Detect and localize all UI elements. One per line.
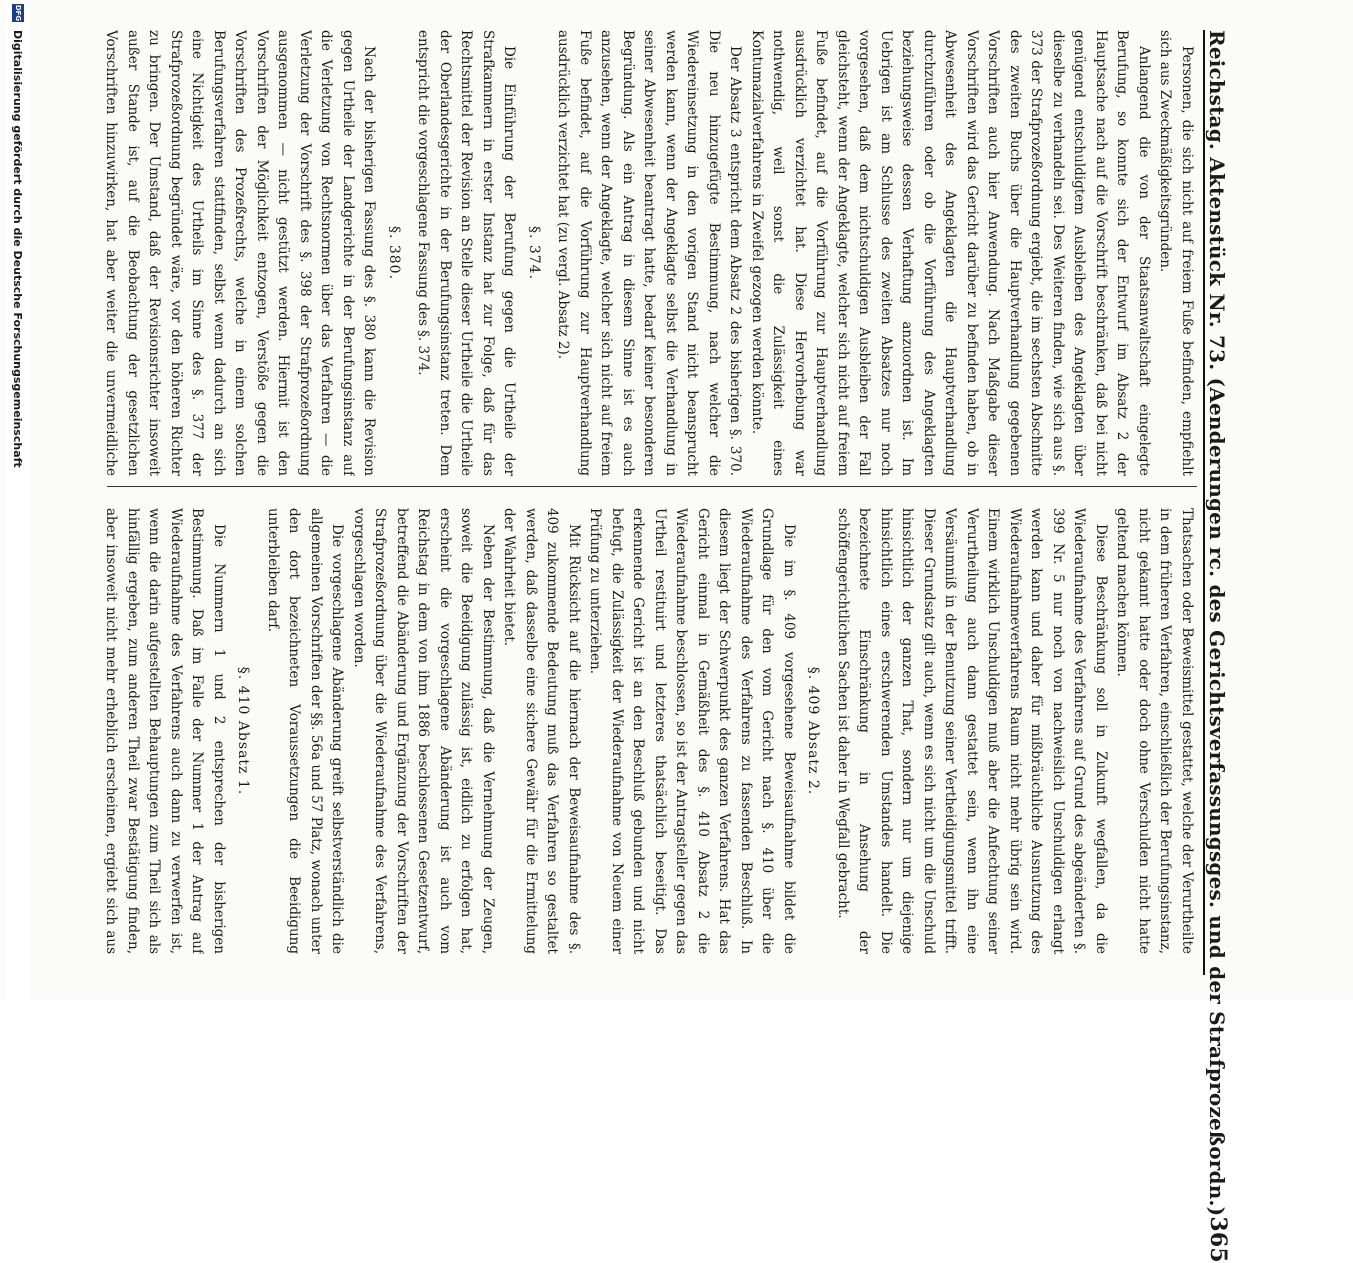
header-title: Reichstag. Aktenstück Nr. 73. (Aenderungen rc. des Gerichtsverfassungsges. und der Strafprozeßordn.) <box>1205 30 1229 1217</box>
left-column <box>97 30 1197 476</box>
paragraph: Anlangend die von der Staatsanwaltschaft eingelegte Berufung, so konnte sich der Entwurf im Absatz 2 der Hauptsache nach auf die Vorschrift beschränken, daß bei nicht genügend entschuldigtem Ausbleiben des Angeklagten über dieselbe zu verhandeln sei. Des Weiteren finden, wie sich aus §. 373 der Strafprozeßordnung ergiebt, die im sechsten Abschnitte des zweiten Buchs über die Hauptverhandlung gegebenen Vorschriften auch hier Anwendung. Nach Maßgabe dieser Vorschriften wird das Gericht darüber zu befinden haben, ob in Abwesenheit des Angeklagten die Hauptverhandlung durchzuführen oder ob die Vorführung des Angeklagten beziehungsweise dessen Verhaftung anzuordnen ist. Im Uebrigen ist am Schlusse des zweiten Absatzes nur noch vorgesehen, daß dem nichtschuldigen Ausbleiben der Fall gleichsteht, wenn der Angeklagte, welcher sich nicht auf freiem Fuße befindet, auf die Vorführung zur Hauptverhandlung ausdrücklich verzichtet hat. Diese Hervorhebung war nothwendig, weil sonst die Zulässigkeit eines Kontumazialverfahrens in Zweifel gezogen werden könnte. <box>749 30 1152 476</box>
paragraph: Neben der Bestimmung, daß die Vernehmung der Zeugen, soweit die Beeidigung zulässig ist, eidlich zu erfolgen hat, erscheint die vorgeschlagene Abänderung ist auch vom Reichstag in dem von ihm 1886 beschlossenen Gesetzentwurf, betreffend die Abänderung und Ergänzung der Vorschriften der Strafprozeßordnung über die Wiederaufnahme des Verfahrens, vorgeschlagen worden. <box>351 508 496 954</box>
footer-text: Digitalisierung gefördert durch die Deutsche Forschungsgemeinschaft <box>11 30 25 468</box>
section-heading: §. 374. <box>526 225 542 281</box>
right-column <box>97 508 1197 954</box>
section-heading: §. 409 Absatz 2. <box>805 666 822 796</box>
paragraph: Personen, die sich nicht auf freiem Fuße befinden, empfiehlt sich aus Zweckmäßigkeitsgründen. <box>1157 30 1195 476</box>
section-heading: §. 380. <box>386 225 402 281</box>
running-header <box>1203 30 1257 1263</box>
paragraph: Thatsachen oder Beweismittel gestattet, welche der Verurtheilte in dem früheren Verfahren, einschließlich der Berufungsinstanz, nicht gekannt hatte oder doch ohne Verschulden nicht hatte geltend machen können. <box>1114 508 1195 954</box>
column-divider <box>107 486 1197 487</box>
paragraph: Nach der bisherigen Fassung des §. 380 kann die Revision gegen Urtheile der Landgerichte in der Berufungsinstanz auf die Verletzung von Rechtsnormen über das Verfahren — die Verletzung der Vorschrift des §. 398 der Strafprozeßordnung ausgenommen — nicht gestützt werden. Hiermit ist den Vorschriften der Möglichkeit entzogen, Verstöße gegen die Vorschriften des Prozeßrechts, welche in einem solchen Berufungsverfahren stattfinden, selbst wenn dadurch an sich eine Nichtigkeit des Urtheils im Sinne des §. 377 der Strafprozeßordnung begründet wäre, vor den höheren Richter zu bringen. Der Umstand, daß der Revisionsrichter insoweit außer Stande ist, auf die Beobachtung der gesetzlichen Vorschriften hinzuwirken, hat aber weiter die unvermeidliche <box>103 30 378 476</box>
document-page <box>83 0 1353 1263</box>
paragraph: Mit Rücksicht auf die hiernach der Beweisaufnahme des §. 409 zukommende Bedeutung muß das Verfahren so gestaltet werden, daß dasselbe eine sichere Gewähr für die Ermittelung der Wahrheit bietet. <box>501 508 582 954</box>
page-number: 365 <box>1205 1216 1231 1263</box>
section-heading: §. 410 Absatz 1. <box>235 666 252 796</box>
paragraph: Die Einführung der Berufung gegen die Urtheile der Strafkammern in erster Instanz hat zur Folge, daß für das Rechtsmittel der Revision an Stelle dieser Urtheile die Urtheile der Oberlandesgerichte in der Berufungsinstanz treten. Dem entspricht die vorgeschlagene Fassung des §. 374. <box>415 30 518 476</box>
paragraph: Die Nummern 1 und 2 entsprechen der bisherigen Bestimmung. Daß im Falle der Nummer 1 der Antrag auf Wiederaufnahme des Verfahrens auch dann zu verwerfen ist, wenn die darin aufgestellten Behauptungen zum Theil sich als hinfällig ergeben, zum anderen Theil zwar Bestätigung finden, aber insoweit nicht mehr erheblich erscheinen, ergiebt sich aus <box>103 508 227 954</box>
paragraph: Der Absatz 3 entspricht dem Absatz 2 des bisherigen §. 370. Die neu hinzugefügte Bestimmung, nach welcher die Wiedereinsetzung in den vorigen Stand nicht beansprucht werden kann, wenn der Angeklagte selbst die Verhandlung in seiner Abwesenheit beantragt hatte, bedarf keiner besonderen Begründung. Als ein Antrag in diesem Sinne ist es auch anzusehen, wenn der Angeklagte, welcher sich nicht auf freiem Fuße befindet, auf die Vorführung zur Hauptverhandlung ausdrücklich verzichtet hat (zu vergl. Absatz 2). <box>555 30 744 476</box>
paragraph: Diese Beschränkung soll in Zukunft wegfallen, da die Wiederaufnahme des Verfahrens auf Grund des abgeänderten §. 399 Nr. 5 nur noch von nachweislich Unschuldigen erlangt werden kann und daher für mißbräuchliche Ausnutzung des Wiederaufnahmeverfahrens Raum nicht mehr übrig sein wird. Einem wirklich Unschuldigen muß aber die Anfechtung seiner Verurtheilung auch dann gestattet sein, wenn ihn eine Versäumniß in der Benutzung seiner Vertheidigungsmittel trifft. Dieser Grundsatz gilt auch, wenn es sich nicht um die Unschuld hinsichtlich der ganzen That, sondern nur um diejenige hinsichtlich eines erschwerenden Umstandes handelt. Die bezeichnete Einschränkung in Ansehung der schöffengerichtlichen Sachen ist daher in Wegfall gebracht. <box>835 508 1109 954</box>
dfg-logo: DFG <box>14 4 22 22</box>
paragraph: Die im §. 409 vorgesehene Beweisaufnahme bildet die Grundlage für den vom Gericht nach §. 410 über die Wiederaufnahme des Verfahrens zu fassenden Beschluß. In diesem liegt der Schwerpunkt des ganzen Verfahrens. Hat das Gericht einmal in Gemäßheit des §. 410 Absatz 2 die Wiederaufnahme beschlossen, so ist der Antragsteller gegen das Urtheil restituirt und letzteres thatsächlich beseitigt. Das erkennende Gericht ist an den Beschluß gebunden und nicht befugt, die Zulässigkeit der Wiederaufnahme von Neuem einer Prüfung zu unterziehen. <box>587 508 797 954</box>
digitization-footer <box>6 0 30 1004</box>
paragraph: Die vorgeschlagene Abänderung greift selbstverständlich die allgemeinen Vorschriften der §§. 56a und 57 Platz, wonach unter den dort bezeichneten Voraussetzungen die Beeidigung unterbleiben darf. <box>265 508 346 954</box>
